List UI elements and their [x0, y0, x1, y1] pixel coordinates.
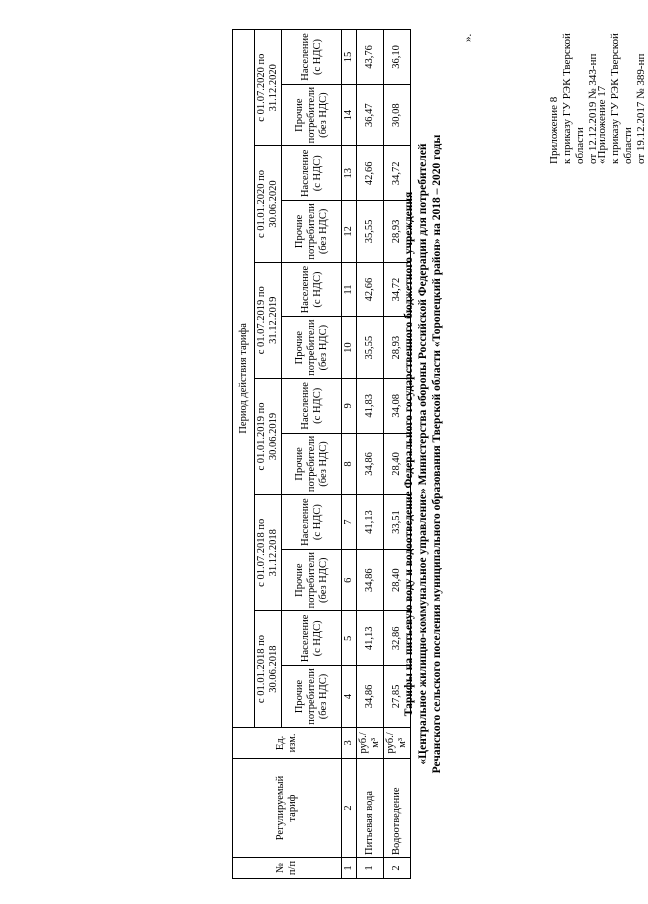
tariff-value: 42,66	[357, 262, 384, 317]
title-line3: Речанского сельского поселения муниципального образования Тверской области «Торопецкий район» на 2018 – 2020 годы	[431, 134, 443, 774]
row-unit: руб./м³	[384, 727, 411, 758]
tariff-value: 41,13	[357, 495, 384, 550]
table-row-drinking-water	[357, 30, 384, 879]
tariff-value: 27,85	[384, 666, 411, 727]
row-tariff: Питьевая вода	[357, 759, 384, 858]
closing-quote: ».	[462, 33, 474, 42]
appendix-previous-line1: «Приложение 17	[596, 85, 608, 164]
column-number: 1	[342, 857, 357, 878]
table-row-wastewater	[384, 30, 411, 879]
tariff-table	[232, 29, 411, 879]
appendix-previous-line2: к приказу ГУ РЭК Тверской области	[609, 33, 634, 164]
tariff-value: 34,72	[384, 262, 411, 317]
category-population: Население (с НДС)	[282, 611, 342, 666]
column-number: 6	[342, 549, 357, 610]
category-population: Население (с НДС)	[282, 262, 342, 317]
tariff-value: 32,86	[384, 611, 411, 666]
period-1: с 01.01.2018 по 30.06.2018	[255, 611, 282, 727]
appendix-previous-line3: от 19.12.2017 № 389-нп	[635, 53, 647, 164]
column-number: 11	[342, 262, 357, 317]
header-tariff: Регулируемый тариф	[233, 759, 342, 858]
tariff-value: 34,08	[384, 378, 411, 433]
row-tariff: Водоотведение	[384, 759, 411, 858]
tariff-value: 28,40	[384, 549, 411, 610]
category-other: Прочие потребители (без НДС)	[282, 433, 342, 494]
column-number: 5	[342, 611, 357, 666]
table-header-row-1	[233, 30, 255, 879]
tariff-value: 43,76	[357, 30, 384, 85]
appendix-current-line1: Приложение 8	[548, 96, 560, 164]
category-other: Прочие потребители (без НДС)	[282, 666, 342, 727]
period-6: с 01.07.2020 по 31.12.2020	[255, 30, 282, 146]
period-4: с 01.07.2019 по 31.12.2019	[255, 262, 282, 378]
category-other: Прочие потребители (без НДС)	[282, 317, 342, 378]
category-other: Прочие потребители (без НДС)	[282, 201, 342, 262]
tariff-value: 35,55	[357, 201, 384, 262]
tariff-value: 36,10	[384, 30, 411, 85]
title-line2: «Центральное жилищно-коммунальное управление» Министерства обороны Российской Федерации для потребителей	[417, 143, 429, 765]
tariff-value: 30,08	[384, 84, 411, 145]
category-population: Население (с НДС)	[282, 146, 342, 201]
category-population: Население (с НДС)	[282, 378, 342, 433]
title-line1: Тарифы на питьевую воду и водоотведение Федерального государственного бюджетного учреждения	[403, 191, 415, 717]
tariff-value: 34,86	[357, 433, 384, 494]
period-2: с 01.07.2018 по 31.12.2018	[255, 495, 282, 611]
column-number-row	[342, 30, 357, 879]
column-number: 10	[342, 317, 357, 378]
tariff-value: 33,51	[384, 495, 411, 550]
column-number: 14	[342, 84, 357, 145]
tariff-value: 34,86	[357, 549, 384, 610]
category-other: Прочие потребители (без НДС)	[282, 84, 342, 145]
tariff-value: 41,13	[357, 611, 384, 666]
appendix-current	[548, 0, 600, 164]
appendix-current-line2: к приказу ГУ РЭК Тверской области	[561, 33, 586, 164]
row-num: 1	[357, 857, 384, 878]
category-other: Прочие потребители (без НДС)	[282, 549, 342, 610]
column-number: 4	[342, 666, 357, 727]
column-number: 2	[342, 759, 357, 858]
tariff-value: 34,86	[357, 666, 384, 727]
column-number: 8	[342, 433, 357, 494]
row-num: 2	[384, 857, 411, 878]
column-number: 13	[342, 146, 357, 201]
tariff-value: 28,93	[384, 317, 411, 378]
category-population: Население (с НДС)	[282, 30, 342, 85]
tariff-value: 34,72	[384, 146, 411, 201]
header-period: Период действия тарифа	[233, 30, 255, 728]
period-5: с 01.01.2020 по 30.06.2020	[255, 146, 282, 262]
column-number: 15	[342, 30, 357, 85]
tariff-value: 41,83	[357, 378, 384, 433]
column-number: 9	[342, 378, 357, 433]
tariff-value: 28,93	[384, 201, 411, 262]
tariff-value: 36,47	[357, 84, 384, 145]
tariff-value: 35,55	[357, 317, 384, 378]
row-unit: руб./м³	[357, 727, 384, 758]
header-unit: Ед. изм.	[233, 727, 342, 758]
tariff-value: 42,66	[357, 146, 384, 201]
column-number: 12	[342, 201, 357, 262]
header-num: № п/п	[233, 857, 342, 878]
category-population: Население (с НДС)	[282, 495, 342, 550]
column-number: 3	[342, 727, 357, 758]
tariff-value: 28,40	[384, 433, 411, 494]
appendix-current-line3: от 12.12.2019 № 343-нп	[587, 53, 599, 164]
appendix-previous	[596, 0, 648, 164]
column-number: 7	[342, 495, 357, 550]
period-3: с 01.01.2019 по 30.06.2019	[255, 378, 282, 494]
